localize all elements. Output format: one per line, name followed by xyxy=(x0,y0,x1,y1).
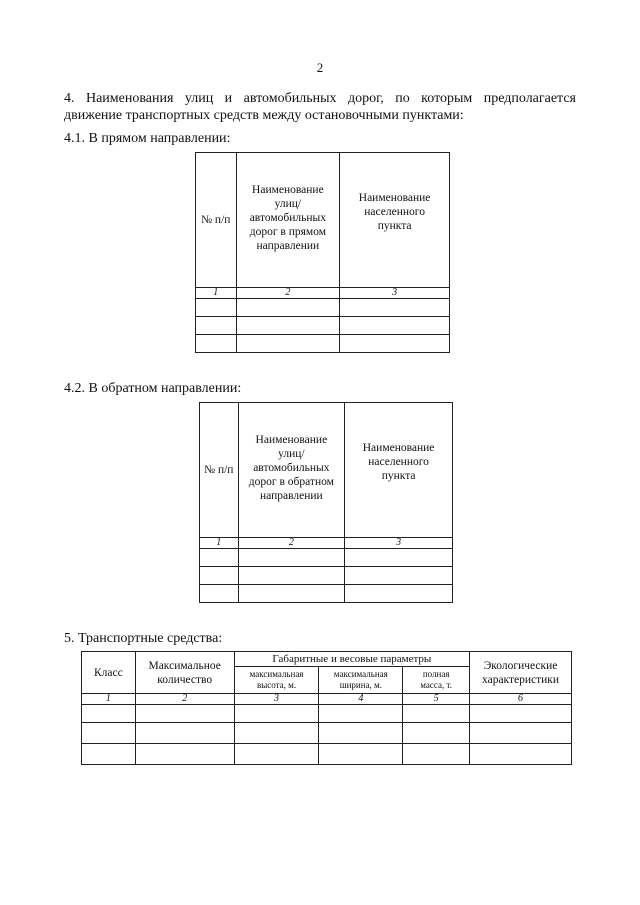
col-number-header: № п/п xyxy=(200,403,239,538)
col-height-header: максимальная высота, м. xyxy=(234,667,319,694)
col-num-6: 6 xyxy=(470,694,572,705)
page-number: 2 xyxy=(316,60,324,75)
section4-heading-line2: движение транспортных средств между остановочными пунктами: xyxy=(64,108,464,123)
col-ecological-header: Экологические характеристики xyxy=(470,652,572,694)
col-dimensions-group-header: Габаритные и весовые параметры xyxy=(234,652,469,667)
table-number-row xyxy=(196,288,450,299)
table-header-row xyxy=(196,153,450,288)
col-class-header: Класс xyxy=(82,652,136,694)
col-num-2: 2 xyxy=(238,538,345,549)
table-row xyxy=(200,585,453,603)
col-num-3: 3 xyxy=(234,694,319,705)
col-settlement-header: Наименование населенного пункта xyxy=(345,403,453,538)
col-num-3: 3 xyxy=(345,538,453,549)
col-num-2: 2 xyxy=(135,694,234,705)
table-header-row xyxy=(82,652,572,667)
table-row xyxy=(196,299,450,317)
col-num-2: 2 xyxy=(236,288,340,299)
section4-heading-line1: 4. Наименования улиц и автомобильных дорог, по которым предполагается xyxy=(64,91,576,106)
col-max-qty-header: Максимальное количество xyxy=(135,652,234,694)
table-number-row xyxy=(82,694,572,705)
table-number-row xyxy=(200,538,453,549)
col-streets-header: Наименование улиц/ автомобильных дорог в обратном направлении xyxy=(238,403,345,538)
subsection-4-2-heading: 4.2. В обратном направлении: xyxy=(64,381,242,396)
col-num-1: 1 xyxy=(196,288,237,299)
table-row xyxy=(196,335,450,353)
return-route-table xyxy=(199,402,453,603)
direct-route-table xyxy=(195,152,450,353)
table-row xyxy=(200,567,453,585)
col-mass-header: полная масса, т. xyxy=(403,667,470,694)
section5-heading: 5. Транспортные средства: xyxy=(64,631,223,646)
col-num-5: 5 xyxy=(403,694,470,705)
table-row xyxy=(196,317,450,335)
col-num-1: 1 xyxy=(82,694,136,705)
col-settlement-header: Наименование населенного пункта xyxy=(340,153,450,288)
table-row xyxy=(200,549,453,567)
table-row xyxy=(82,723,572,744)
col-streets-header: Наименование улиц/ автомобильных дорог в прямом направлении xyxy=(236,153,340,288)
table-row xyxy=(82,705,572,723)
vehicles-table xyxy=(81,651,572,765)
col-num-4: 4 xyxy=(319,694,403,705)
col-number-header: № п/п xyxy=(196,153,237,288)
col-num-3: 3 xyxy=(340,288,450,299)
col-num-1: 1 xyxy=(200,538,239,549)
table-header-row xyxy=(200,403,453,538)
col-width-header: максимальная ширина, м. xyxy=(319,667,403,694)
subsection-4-1-heading: 4.1. В прямом направлении: xyxy=(64,131,231,146)
table-row xyxy=(82,744,572,765)
